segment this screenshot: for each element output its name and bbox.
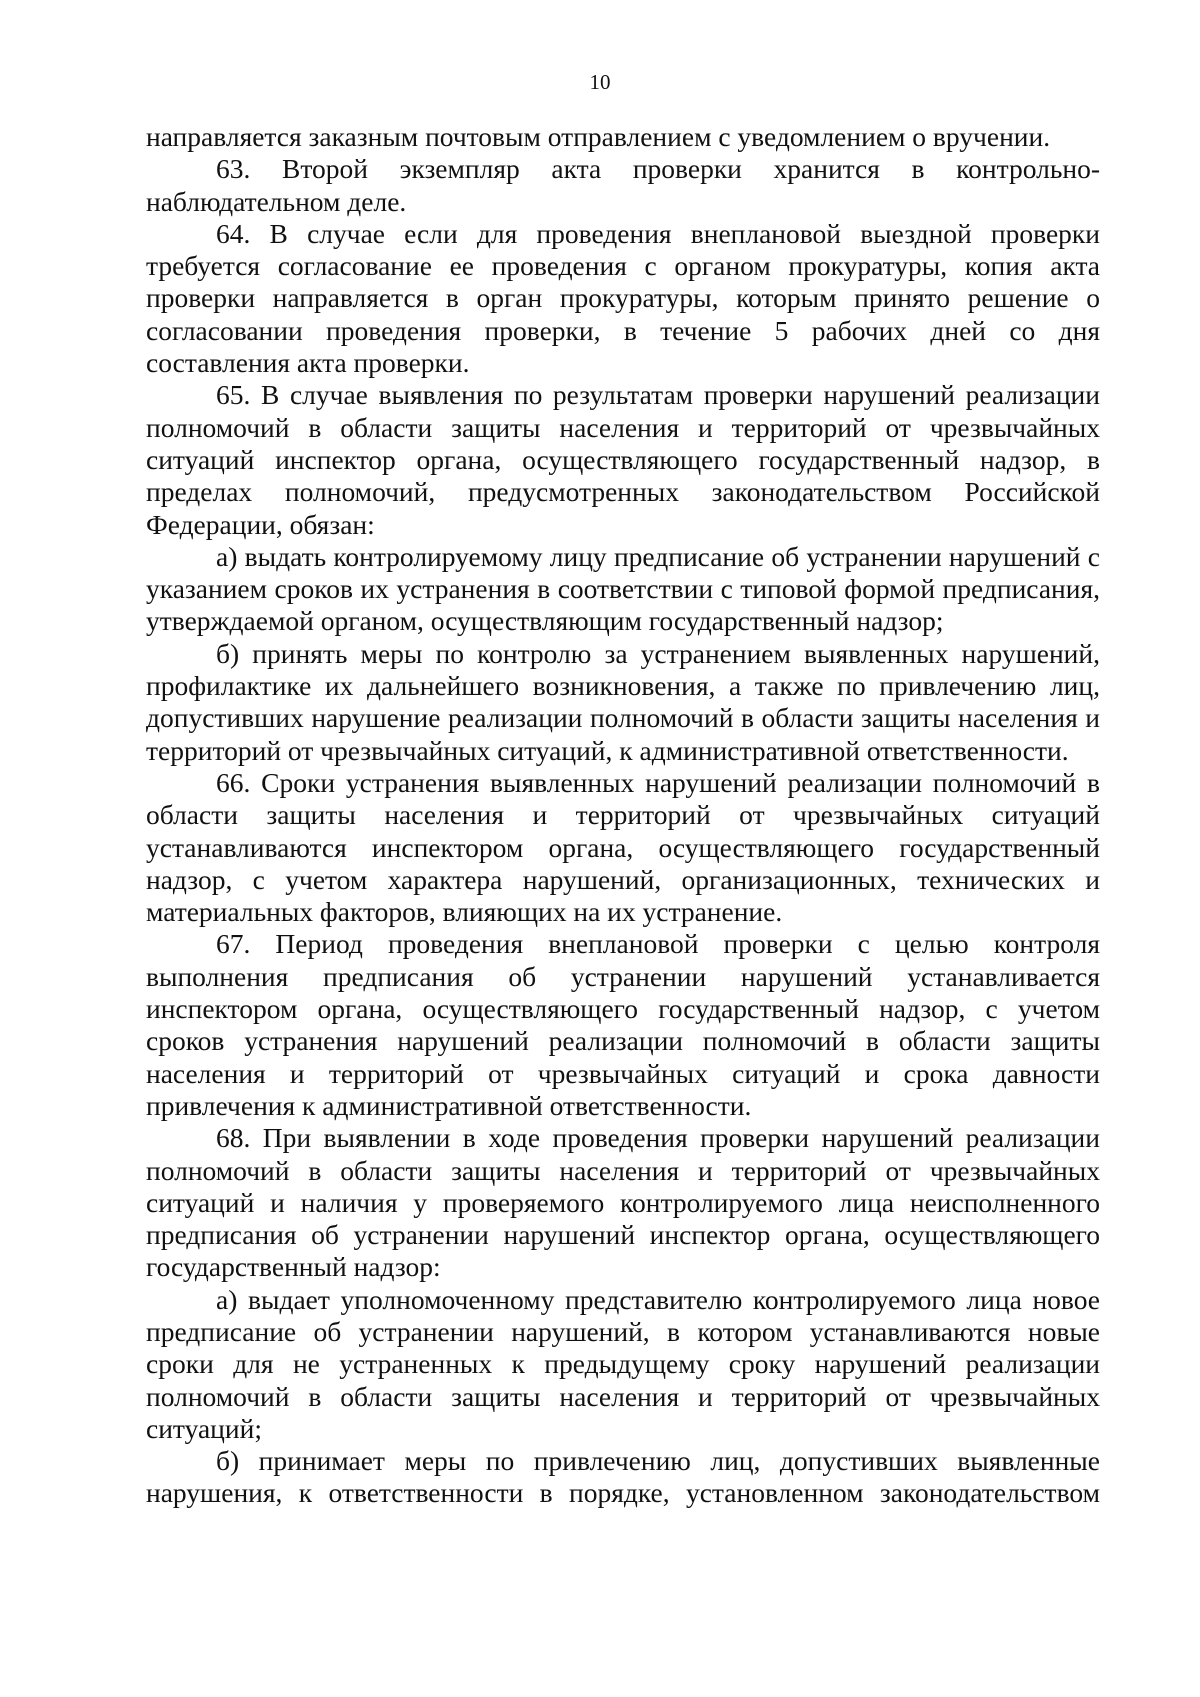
paragraph-67: 67. Период проведения внеплановой проверки с целью контроля выполнения предписания об устранении нарушений устанавливается инспектором органа, осуществляющего государственный надзор, с учетом сроков устранения нарушений реализации полномочий в области защиты населения и территорий от чрезвычайных ситуаций и срока давности привлечения к административной ответственности. bbox=[146, 928, 1100, 1121]
paragraph-68-b: б) принимает меры по привлечению лиц, допустивших выявленные нарушения, к ответственности в порядке, установленном законодательством bbox=[146, 1445, 1100, 1509]
paragraph-66: 66. Сроки устранения выявленных нарушений реализации полномочий в области защиты населения и территорий от чрезвычайных ситуаций устанавливаются инспектором органа, осуществляющего государственный надзор, с учетом характера нарушений, организационных, технических и материальных факторов, влияющих на их устранение. bbox=[146, 766, 1100, 928]
paragraph-68: 68. При выявлении в ходе проведения проверки нарушений реализации полномочий в области защиты населения и территорий от чрезвычайных ситуаций и наличия у проверяемого контролируемого лица неисполненного предписания об устранении нарушений инспектор органа, осуществляющего государственный надзор: bbox=[146, 1122, 1100, 1283]
paragraph-65: 65. В случае выявления по результатам проверки нарушений реализации полномочий в области защиты населения и территорий от чрезвычайных ситуаций инспектор органа, осуществляющего государственный надзор, в пределах полномочий, предусмотренных законодательством Российской Федерации, обязан: bbox=[146, 379, 1100, 540]
paragraph-65-b: б) принять меры по контролю за устранением выявленных нарушений, профилактике их дальнейшего возникновения, а также по привлечению лиц, допустивших нарушение реализации полномочий в области защиты населения и территорий от чрезвычайных ситуаций, к административной ответственности. bbox=[146, 637, 1100, 766]
page-number: 10 bbox=[589, 70, 611, 94]
paragraph-continuation: направляется заказным почтовым отправлением с уведомлением о вручении. bbox=[146, 121, 1051, 152]
paragraph-68-a: а) выдает уполномоченному представителю контролируемого лица новое предписание об устранении нарушений, в котором устанавливаются новые сроки для не устраненных к предыдущему сроку нарушений реализации полномочий в области защиты населения и территорий от чрезвычайных ситуаций; bbox=[146, 1283, 1100, 1444]
paragraph-64: 64. В случае если для проведения внеплановой выездной проверки требуется согласование ее проведения с органом прокуратуры, копия акта проверки направляется в орган прокуратуры, которым принято решение о согласовании проведения проверки, в течение 5 рабочих дней со дня составления акта проверки. bbox=[146, 217, 1100, 379]
document-body bbox=[146, 121, 1100, 1510]
paragraph-63: 63. Второй экземпляр акта проверки хранится в контрольно-наблюдательном деле. bbox=[146, 153, 1100, 217]
paragraph-65-a: а) выдать контролируемому лицу предписание об устранении нарушений с указанием сроков их устранения в соответствии с типовой формой предписания, утверждаемой органом, осуществляющим государственный надзор; bbox=[146, 540, 1100, 637]
